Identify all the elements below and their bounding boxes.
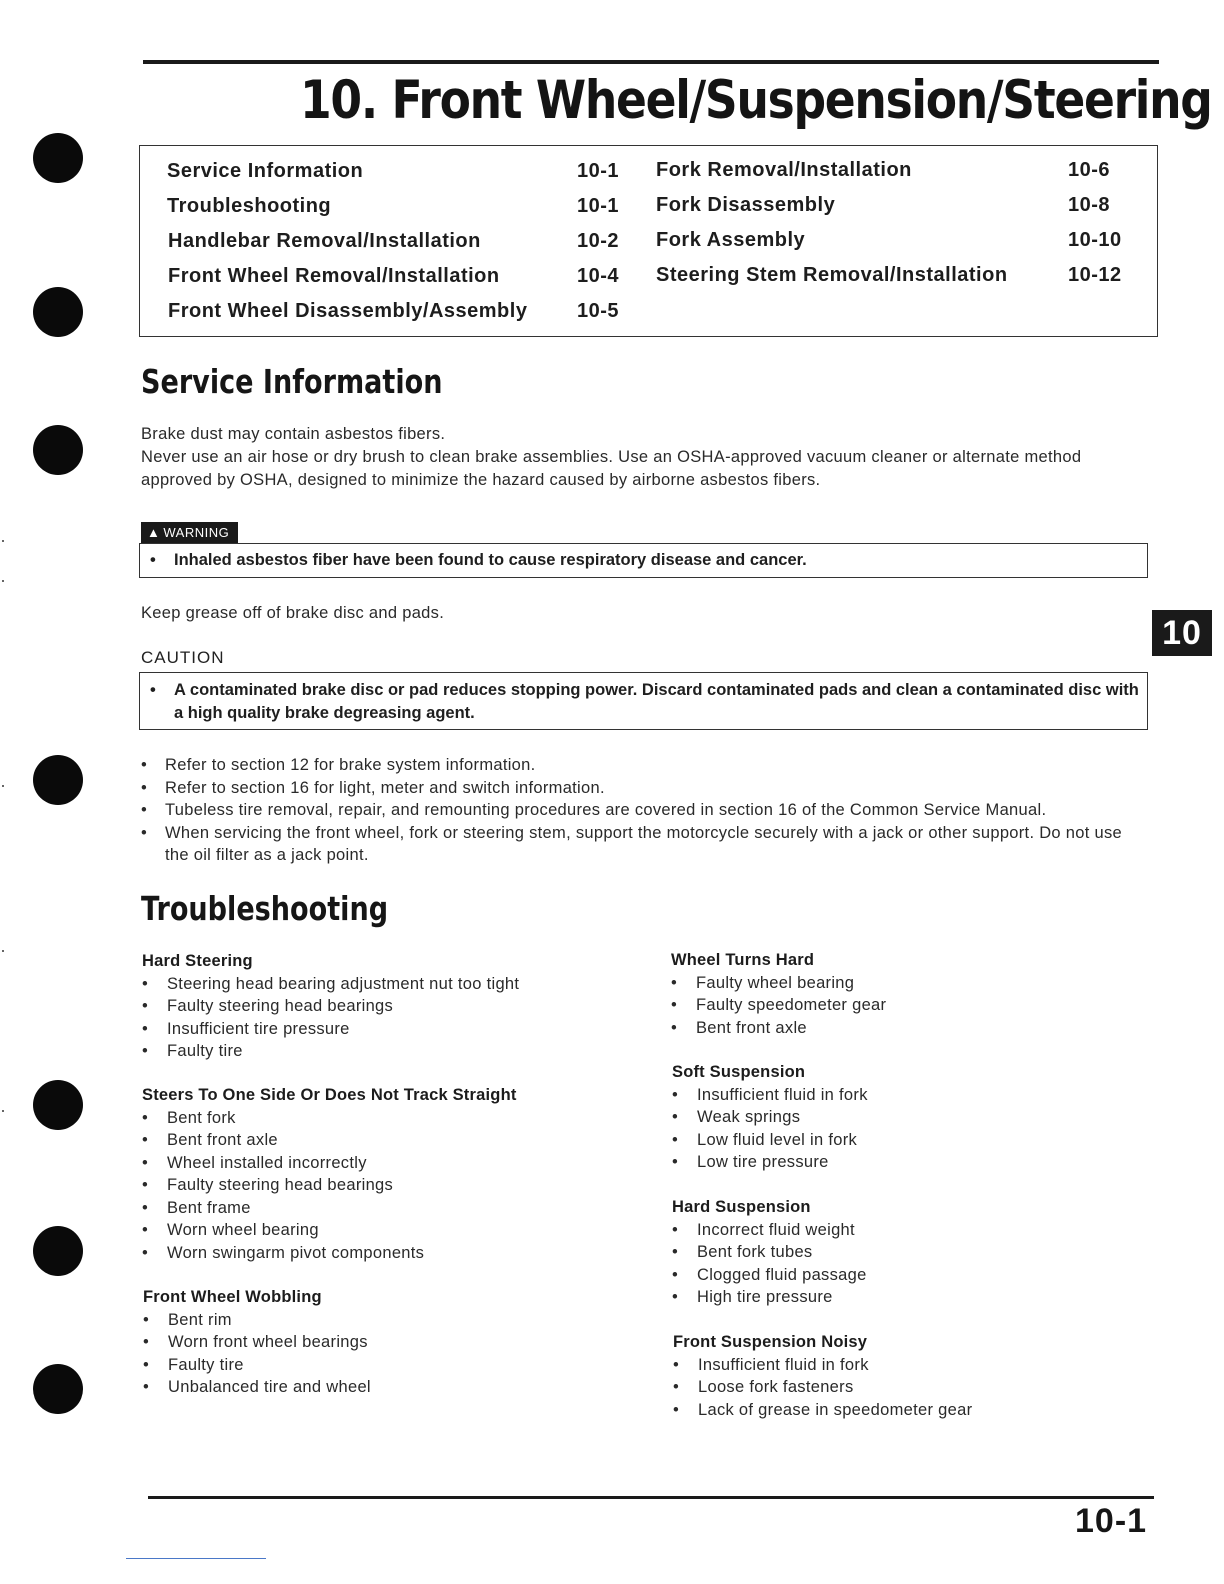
bullet: •	[143, 1378, 150, 1396]
footer-rule	[148, 1496, 1154, 1499]
bullet: •	[143, 1333, 150, 1351]
binder-hole	[33, 1080, 83, 1130]
list-item-text: High tire pressure	[697, 1288, 833, 1306]
group-title: Wheel Turns Hard	[671, 951, 815, 969]
bullet: •	[150, 551, 156, 569]
list-item	[672, 1219, 867, 1242]
troubleshooting-group	[672, 1061, 868, 1174]
list-item-text: Faulty steering head bearings	[167, 1176, 394, 1194]
troubleshooting-group	[671, 949, 886, 1039]
list-item-text: Faulty tire	[168, 1355, 244, 1374]
list-item-text: Bent rim	[168, 1310, 232, 1329]
bullet: •	[673, 1378, 680, 1396]
toc-label: Fork Removal/Installation	[656, 159, 912, 181]
bullet: •	[672, 1085, 679, 1104]
paragraph: Keep grease off of brake disc and pads.	[141, 604, 445, 622]
bullet: •	[672, 1130, 679, 1149]
bullet: •	[142, 1176, 149, 1194]
list-item	[142, 995, 519, 1018]
bullet: •	[673, 1355, 680, 1374]
bullet: •	[142, 1108, 149, 1127]
list-item	[142, 1152, 517, 1175]
caution-label: CAUTION	[141, 648, 225, 667]
warning-triangle-icon: ▲	[147, 525, 161, 540]
list-item	[143, 1354, 371, 1377]
bullet: •	[672, 1220, 679, 1239]
troubleshooting-group	[142, 1084, 517, 1264]
paragraph-line: Brake dust may contain asbestos fibers.	[141, 425, 446, 443]
binder-hole	[33, 287, 83, 337]
edge-mark	[2, 785, 4, 787]
binder-hole	[33, 425, 83, 475]
toc-label: Service Information	[167, 160, 364, 182]
toc-page: 10-5	[577, 300, 620, 322]
bullet: •	[142, 1243, 149, 1262]
list-item	[142, 1197, 517, 1220]
list-item-text: Refer to section 16 for light, meter and switch information.	[165, 778, 605, 797]
warning-label: WARNING	[163, 525, 230, 540]
bullet: •	[142, 974, 149, 993]
binder-hole	[33, 1364, 83, 1414]
list-item	[142, 1129, 517, 1152]
header-rule	[143, 60, 1159, 64]
list-item-text: Bent fork tubes	[697, 1243, 813, 1261]
section-tab: 10	[1152, 610, 1212, 656]
list-item	[672, 1286, 867, 1309]
edge-mark	[2, 1110, 4, 1112]
bullet: •	[142, 997, 149, 1015]
list-item-text: Worn wheel bearing	[167, 1221, 319, 1239]
toc-label: Fork Assembly	[656, 229, 806, 251]
list-item-text: Lack of grease in speedometer gear	[698, 1400, 973, 1419]
bullet: •	[142, 1221, 149, 1239]
bullet: •	[141, 801, 148, 819]
list-item	[142, 1107, 517, 1130]
troubleshooting-group	[673, 1331, 972, 1421]
list-item-text: Faulty tire	[167, 1042, 243, 1060]
group-title: Front Suspension Noisy	[673, 1333, 868, 1351]
list-item-text: Bent front axle	[696, 1018, 807, 1037]
toc-label: Handlebar Removal/Installation	[168, 230, 481, 252]
toc-label: Steering Stem Removal/Installation	[656, 264, 1008, 286]
group-title: Soft Suspension	[672, 1063, 806, 1081]
bullet: •	[142, 1019, 149, 1038]
list-item-text: Steering head bearing adjustment nut too tight	[167, 974, 520, 993]
bullet: •	[672, 1265, 679, 1284]
list-item	[672, 1106, 868, 1129]
binder-hole	[33, 1226, 83, 1276]
bullet: •	[672, 1108, 679, 1126]
troubleshooting-group	[672, 1196, 867, 1309]
list-item-text: Refer to section 12 for brake system information.	[165, 756, 536, 774]
list-item-text: Worn front wheel bearings	[168, 1333, 368, 1351]
caution-text: A contaminated brake disc or pad reduces stopping power. Discard contaminated pads and clean a contaminated disc with a high quality brake degreasing agent.	[174, 681, 1139, 722]
list-item	[142, 1174, 517, 1197]
list-item-text: Worn swingarm pivot components	[167, 1243, 425, 1262]
bullet: •	[143, 1355, 150, 1374]
list-item	[671, 1017, 886, 1040]
list-item-text: Clogged fluid passage	[697, 1265, 867, 1284]
caution-box	[139, 672, 1148, 730]
warning-box	[139, 543, 1148, 578]
list-item	[672, 1241, 867, 1264]
list-item-text: Unbalanced tire and wheel	[168, 1378, 371, 1396]
bullet: •	[671, 996, 678, 1014]
bullet: •	[141, 823, 148, 842]
list-item-text: Incorrect fluid weight	[697, 1220, 855, 1239]
bullet: •	[673, 1400, 680, 1419]
group-title: Steers To One Side Or Does Not Track Straight	[142, 1086, 517, 1104]
list-item-text: Insufficient tire pressure	[167, 1019, 350, 1038]
toc-page: 10-1	[577, 160, 620, 182]
bullet: •	[672, 1243, 679, 1261]
toc-page: 10-10	[1068, 229, 1122, 251]
paragraph	[141, 423, 1151, 492]
bullet: •	[142, 1131, 149, 1149]
list-item-text: Bent frame	[167, 1198, 251, 1217]
list-item-text: Faulty wheel bearing	[696, 973, 855, 992]
list-item-text: Weak springs	[697, 1108, 801, 1126]
group-title: Front Wheel Wobbling	[143, 1288, 322, 1306]
warning-tag	[141, 522, 238, 544]
toc-page: 10-8	[1068, 194, 1111, 216]
list-item	[141, 799, 1151, 822]
list-item	[673, 1376, 972, 1399]
list-item	[672, 1151, 868, 1174]
binder-hole	[33, 133, 83, 183]
page-number: 10-1	[1075, 1502, 1148, 1540]
toc-label: Troubleshooting	[167, 195, 332, 217]
bullet: •	[672, 1153, 679, 1171]
toc-page: 10-4	[577, 265, 620, 287]
bullet: •	[142, 1153, 149, 1172]
list-item	[672, 1264, 867, 1287]
list-item-text: Bent fork	[167, 1108, 236, 1127]
list-item	[671, 972, 886, 995]
list-item-text: Tubeless tire removal, repair, and remounting procedures are covered in section 16 of the Common Service Manual.	[165, 801, 1047, 819]
list-item	[143, 1309, 371, 1332]
list-item	[142, 1018, 519, 1041]
list-item	[141, 777, 1151, 800]
edge-mark	[2, 580, 4, 582]
list-item	[673, 1399, 972, 1422]
binder-hole	[33, 755, 83, 805]
bullet: •	[672, 1288, 679, 1306]
list-item-text: Loose fork fasteners	[698, 1378, 854, 1396]
bullet: •	[143, 1310, 150, 1329]
bullet: •	[671, 1018, 678, 1037]
list-item	[143, 1331, 371, 1354]
list-item-text: Faulty speedometer gear	[696, 996, 887, 1014]
group-title: Hard Steering	[142, 952, 253, 970]
list-item	[141, 754, 1151, 777]
list-item-text: Faulty steering head bearings	[167, 997, 394, 1015]
list-item-text: Wheel installed incorrectly	[167, 1153, 367, 1172]
service-bullet-list	[141, 754, 1151, 867]
edge-mark	[2, 950, 4, 952]
list-item-text: Low fluid level in fork	[697, 1130, 858, 1149]
list-item	[672, 1084, 868, 1107]
toc-box	[139, 145, 1158, 337]
toc-page: 10-1	[577, 195, 620, 217]
bullet: •	[141, 778, 148, 797]
list-item	[143, 1376, 371, 1399]
list-item	[142, 973, 519, 996]
toc-label: Fork Disassembly	[656, 194, 836, 216]
list-item	[671, 994, 886, 1017]
bullet: •	[671, 973, 678, 992]
chapter-title: 10. Front Wheel/Suspension/Steering	[300, 70, 1212, 131]
list-item	[142, 1219, 517, 1242]
list-item-text: Insufficient fluid in fork	[697, 1085, 868, 1104]
bullet: •	[141, 756, 148, 774]
list-item-text: Bent front axle	[167, 1131, 278, 1149]
troubleshooting-group	[142, 950, 519, 1063]
paragraph-line: Never use an air hose or dry brush to clean brake assemblies. Use an OSHA-approved vacuum cleaner or alternate method approved by OSHA, designed to minimize the hazard caused by airborne asbestos fibers.	[141, 448, 1082, 489]
warning-text: Inhaled asbestos fiber have been found to cause respiratory disease and cancer.	[174, 551, 807, 569]
toc-page: 10-2	[577, 230, 620, 252]
toc-label: Front Wheel Disassembly/Assembly	[168, 300, 528, 322]
list-item	[141, 822, 1151, 867]
list-item	[672, 1129, 868, 1152]
list-item-text: Insufficient fluid in fork	[698, 1355, 869, 1374]
bullet: •	[142, 1042, 149, 1060]
list-item	[673, 1354, 972, 1377]
edge-mark	[2, 540, 4, 542]
toc-page: 10-12	[1068, 264, 1122, 286]
section-heading-troubleshooting: Troubleshooting	[141, 889, 389, 928]
list-item	[142, 1040, 519, 1063]
toc-page: 10-6	[1068, 159, 1111, 181]
bullet: •	[150, 681, 156, 699]
bullet: •	[142, 1198, 149, 1217]
troubleshooting-group	[143, 1286, 371, 1399]
list-item	[142, 1242, 517, 1265]
section-heading-service: Service Information	[141, 362, 443, 401]
toc-label: Front Wheel Removal/Installation	[168, 265, 500, 287]
list-item-text: When servicing the front wheel, fork or steering stem, support the motorcycle securely with a jack or other support. Do not use the oil filter as a jack point.	[165, 823, 1123, 864]
footer-link-line	[126, 1558, 266, 1559]
list-item-text: Low tire pressure	[697, 1153, 829, 1171]
group-title: Hard Suspension	[672, 1198, 811, 1216]
